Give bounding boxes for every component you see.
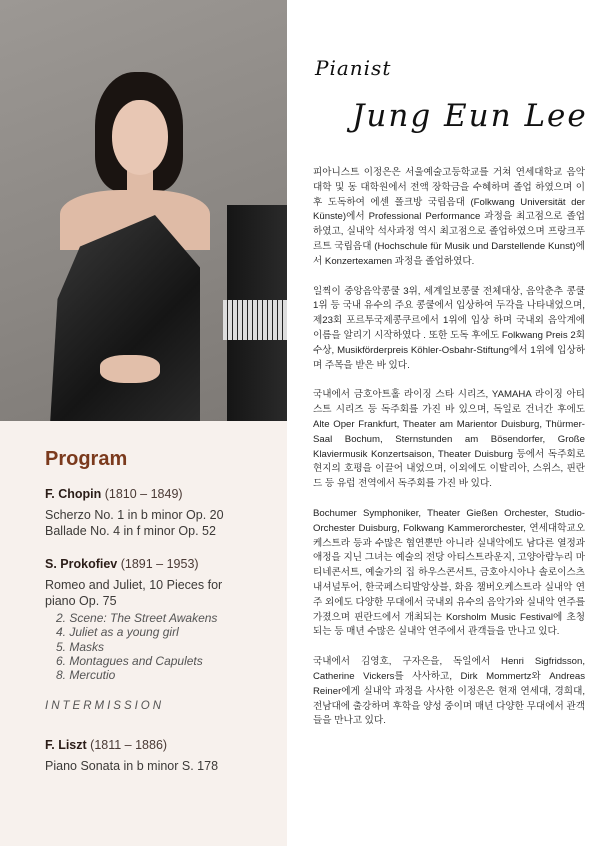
movement-list [56, 611, 275, 682]
bio-paragraph: 국내에서 금호아트홀 라이징 스타 시리즈, YAMAHA 라이징 아티스트 시리즈 등 독주회를 가진 바 있으며, 독일로 건너간 후에도 Alte Oper Frankfurt, Theater am Marientor Duisburg, Thürmer-Saal Bochum, Sternstunden am Bösendorfer, Große Klaviermusik Konzertsaison, Theater Duisburg 등에서 독주회로 현지의 호평을 이끌어 내었으며, 이외에도 이탈리아, 스위스, 핀란드 등 유럽 전역에서 독주회를 가진 바 있다. [313, 389, 585, 490]
movement: 6. Montagues and Capulets [56, 653, 203, 668]
program-panel [0, 0, 287, 846]
movement: 8. Mercutio [56, 668, 116, 683]
pianist-name: Jung Eun Lee [352, 98, 588, 134]
work-title: Ballade No. 4 in f minor Op. 52 [45, 524, 216, 538]
movement: 2. Scene: The Street Awakens [56, 611, 218, 625]
bio-paragraph: 국내에서 김영호, 구자은을, 독일에서 Henri Sigfridsson, Catherine Vickers를 사사하고, Dirk Mommertz와 Andreas Reiner에게 실내악 과정을 사사한 이정은은 현재 연세대, 경희대, 전남대에 출강하며 후학을 양성 중이며 매년 다양한 무대에서 관객들을 만나고 있다. [313, 656, 585, 727]
composer-years: (1810 – 1849) [104, 487, 183, 501]
program-list [45, 448, 275, 774]
composer-years: (1811 – 1886) [90, 738, 168, 753]
pianist-portrait-photo [0, 0, 287, 421]
piano-keys-image [223, 300, 287, 340]
work-title: Romeo and Juliet, 10 Pieces for piano Op. 75 [45, 578, 223, 608]
program-title: Program [45, 448, 128, 470]
bio-paragraph: 피아니스트 이정은은 서울예술고등학교를 거쳐 연세대학교 음악 대학 및 동 대학원에서 전액 장학금을 수혜하며 졸업 하였으며 이후 도독하여 에센 폴크방 국립음대 (Folkwang Universität der Künste)에서 Professional Performance 과정을 최고점으로 졸업하였고, 실내악 석사과정 역시 최고점으로 졸업하였으며 프랑크푸르트 국립음대 (Hochschule für Musik und Darstellende Kunst)에서 Konzertexamen 과정을 졸업하였다. [313, 167, 585, 267]
movement: 5. Masks [56, 639, 105, 654]
work-title: Piano Sonata in b minor S. 178 [45, 759, 219, 774]
bio-paragraph: 일찍이 중앙음악콩쿨 3위, 세계일보콩쿨 전체대상, 음악춘추 콩쿨 1위 등 국내 유수의 주요 콩쿨에서 입상하여 두각을 나타내었으며, 제23회 포르투국제콩쿠르에서 1위에 입상 하며 국내외 음악계에 이름을 알리기 시작하였다 . 또한 도독 후에도 Folkwang Preis 2회 수상, Musikförderpreis Köhler-Osbahr-Stiftung에서 1위에 입상하며 주목을 받은 바 있다. [313, 285, 585, 371]
movement: 4. Juliet as a young girl [56, 625, 179, 640]
composer-years: (1891 – 1953) [120, 557, 199, 571]
intermission-label: INTERMISSION [45, 700, 165, 713]
program-item-chopin [45, 487, 275, 539]
bio-paragraph: Bochumer Symphoniker, Theater Gießen Orchester, Studio-Orchester Duisburg, Folkwang Kammerorchester, 연세대학교오케스트라 등과 수많은 협연뿐만 아니라 실내악에도 남다른 열정과 애정을 지닌 그녀는 예술의 전당 아티스트라운지, 고양아람누리 마티네콘서트, 예술가의 집 하우스콘서트, 금호아시아나 솔로이스츠 내셔널투어, 한국페스티발앙상블, 화음 챔버오케스트라 실내악 연주 외에도 다양한 무대에서 국내외 유수의 음악가와 실내악 연주를 가졌으며 핀란드에서 개최되는 Korsholm Music Festival에 초청되는 등 매년 수많은 실내악 연주에서 관객들을 만나고 있다. [313, 507, 585, 638]
composer-name: S. Prokofiev [45, 557, 118, 571]
program-item-liszt [45, 738, 275, 774]
pianist-label: Pianist [315, 56, 392, 80]
composer-name: F. Chopin [45, 487, 102, 501]
composer-name: F. Liszt [45, 738, 87, 753]
work-title: Scherzo No. 1 in b minor Op. 20 [45, 508, 224, 522]
program-item-prokofiev [45, 557, 275, 682]
biography [313, 166, 585, 744]
